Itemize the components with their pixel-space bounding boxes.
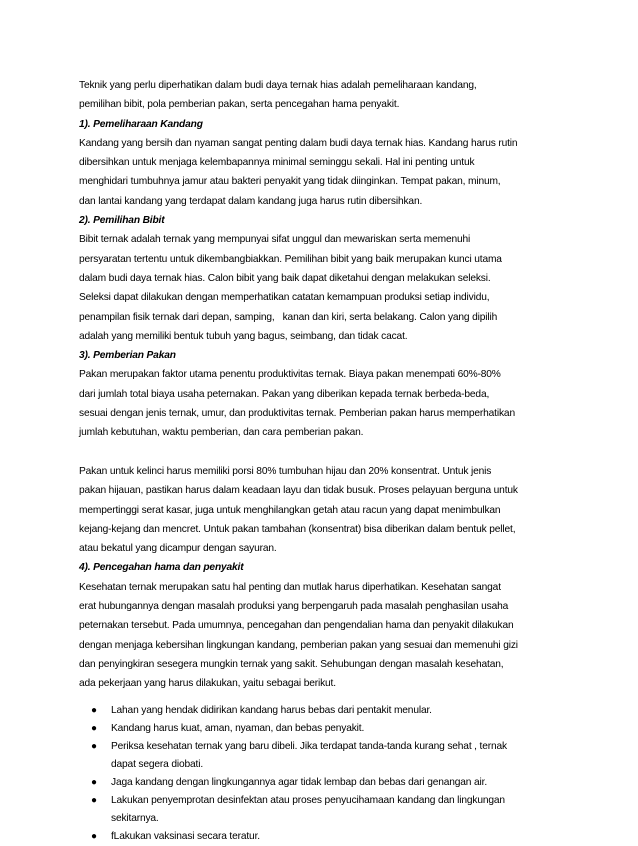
paragraph-line: mempertinggi serat kasar, juga untuk menghilangkan getah atau racun yang dapat menimbulkan [79, 504, 501, 516]
section-heading-pakan: 3). Pemberian Pakan [79, 350, 176, 362]
paragraph-line: Bibit ternak adalah ternak yang mempunyai sifat unggul dan mewariskan serta memenuhi [79, 234, 471, 246]
paragraph-line: jumlah kebutuhan, waktu pemberian, dan cara pemberian pakan. [79, 427, 364, 439]
paragraph-line: Pakan merupakan faktor utama penentu produktivitas ternak. Biaya pakan menempati 60%-80% [79, 369, 501, 381]
bullet-icon: ● [91, 776, 97, 788]
bullet-icon: ● [91, 722, 97, 734]
list-item [79, 702, 569, 720]
paragraph-line: Kandang yang bersih dan nyaman sangat penting dalam budi daya ternak hias. Kandang harus rutin [79, 137, 518, 149]
list-item-text: dapat segera diobati. [111, 758, 204, 770]
intro-line-1: Teknik yang perlu diperhatikan dalam budi daya ternak hias adalah pemeliharaan kandang, [79, 80, 477, 91]
list-item-text: Jaga kandang dengan lingkungannya agar tidak lembap dan bebas dari genangan air. [111, 776, 487, 788]
paragraph-line: sesuai dengan jenis ternak, umur, dan produktivitas ternak. Pemberian pakan harus memperhatikan [79, 408, 515, 420]
list-item-text: Lahan yang hendak didirikan kandang harus bebas dari pentakit menular. [111, 704, 432, 716]
paragraph-line: adalah yang memiliki bentuk tubuh yang bagus, seimbang, dan tidak cacat. [79, 330, 408, 342]
bullet-icon: ● [91, 740, 97, 752]
paragraph-line: atau bekatul yang dicampur dengan sayuran. [79, 543, 277, 555]
paragraph-line: dari jumlah total biaya usaha peternakan. Pakan yang diberikan kepada ternak berbeda-beda, [79, 388, 490, 400]
section-heading-bibit: 2). Pemilihan Bibit [79, 215, 165, 227]
bullet-icon: ● [91, 794, 97, 806]
bullet-icon: ● [91, 830, 97, 842]
paragraph-line: penampilan fisik ternak dari depan, samping, kanan dan kiri, serta belakang. Calon yang dipilih [79, 311, 498, 323]
list-item [79, 738, 569, 774]
list-item-text: sekitarnya. [111, 812, 159, 824]
list-item-text: Lakukan penyemprotan desinfektan atau proses penyucihamaan kandang dan lingkungan [111, 794, 505, 806]
paragraph-line: Pakan untuk kelinci harus memiliki porsi 80% tumbuhan hijau dan 20% konsentrat. Untuk jenis [79, 465, 492, 477]
bullet-icon: ● [91, 704, 97, 716]
intro-line-2: pemilihan bibit, pola pemberian pakan, serta pencegahan hama penyakit. [79, 99, 400, 111]
section-heading-kandang: 1). Pemeliharaan Kandang [79, 118, 203, 130]
list-item [79, 828, 569, 846]
paragraph-line: ada pekerjaan yang harus dilakukan, yaitu sebagai berikut. [79, 678, 336, 690]
paragraph-line: dengan menjaga kebersihan lingkungan kandang, pemberian pakan yang sesuai dan memenuhi gizi [79, 639, 518, 651]
paragraph-line: Kesehatan ternak merupakan satu hal penting dan mutlak harus diperhatikan. Kesehatan sangat [79, 581, 501, 593]
list-item [79, 720, 569, 738]
paragraph-spacer [79, 443, 569, 462]
paragraph-line: dalam budi daya ternak hias. Calon bibit yang baik dapat diketahui dengan melakukan seleksi. [79, 272, 491, 284]
paragraph-line: dan penyingkiran sesegera mungkin ternak yang sakit. Sehubungan dengan masalah kesehatan, [79, 658, 504, 670]
list-item [79, 792, 569, 828]
paragraph-line: Seleksi dapat dilakukan dengan memperhatikan catatan kemampuan produksi setiap individu, [79, 292, 490, 304]
paragraph-line: persyaratan tertentu untuk dikembangbiakkan. Pemilihan bibit yang baik merupakan kunci utama [79, 253, 502, 265]
section-heading-hama-penyakit: 4). Pencegahan hama dan penyakit [79, 562, 244, 574]
paragraph-line: dibersihkan untuk menjaga kelembapannya minimal seminggu sekali. Hal ini penting untuk [79, 157, 475, 169]
paragraph-line: kejang-kejang dan mencret. Untuk pakan tambahan (konsentrat) bisa diberikan dalam bentuk pellet, [79, 523, 516, 535]
bullet-list [79, 702, 569, 846]
list-item [79, 774, 569, 792]
paragraph-line: pakan hijauan, pastikan harus dalam keadaan layu dan tidak busuk. Proses pelayuan berguna untuk [79, 485, 518, 497]
list-item-text: Kandang harus kuat, aman, nyaman, dan bebas penyakit. [111, 722, 365, 734]
document-page [79, 76, 569, 846]
list-item-text: Periksa kesehatan ternak yang baru dibeli. Jika terdapat tanda-tanda kurang sehat , ternak [111, 740, 507, 752]
paragraph-line: dan lantai kandang yang terdapat dalam kandang juga harus rutin dibersihkan. [79, 195, 423, 207]
paragraph-line: erat hubungannya dengan masalah produksi yang berpengaruh pada masalah penghasilan usaha [79, 601, 509, 613]
list-item-text: fLakukan vaksinasi secara teratur. [111, 830, 260, 842]
paragraph-line: menghidari tumbuhnya jamur atau bakteri penyakit yang tidak diinginkan. Tempat pakan, minum, [79, 176, 501, 188]
paragraph-line: peternakan tersebut. Pada umumnya, pencegahan dan pengendalian hama dan penyakit dilakukan [79, 620, 514, 632]
